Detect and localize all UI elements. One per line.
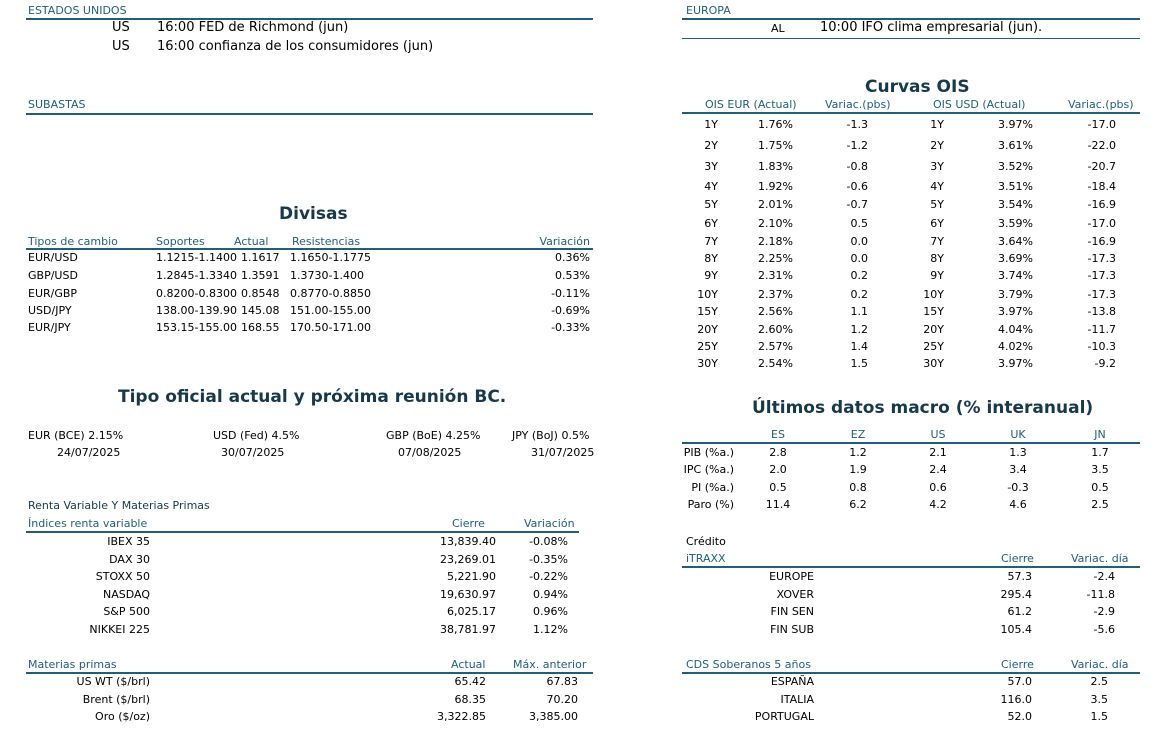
event-country: US: [112, 39, 130, 54]
divider: [682, 672, 1140, 674]
macro-value: 2.5: [1091, 498, 1109, 511]
ois-tenor-eur: 3Y: [704, 160, 718, 173]
event-country: US: [112, 20, 130, 35]
ois-tenor-eur: 4Y: [704, 180, 718, 193]
credit-change: -5.6: [1093, 622, 1115, 636]
macro-label: IPC (%a.): [683, 463, 734, 476]
macro-country: ES: [771, 428, 785, 441]
credit-name: FIN SEN: [770, 605, 814, 619]
ois-usd-change: -20.7: [1087, 160, 1116, 173]
bank-date: 07/08/2025: [398, 446, 462, 459]
cds-header-close: Cierre: [1001, 658, 1034, 671]
divisas-header-pair: Tipos de cambio: [28, 235, 118, 248]
divisa-current: 0.8548: [241, 287, 280, 300]
commodity-prev-max: 3,385.00: [529, 710, 578, 723]
macro-value: 3.4: [1009, 463, 1027, 476]
ois-usd-value: 3.51%: [998, 180, 1033, 193]
commodity-current: 68.35: [454, 692, 486, 706]
divisa-resistances: 0.8770-0.8850: [290, 287, 371, 300]
macro-value: 0.5: [1091, 481, 1109, 494]
ois-tenor-eur: 15Y: [697, 305, 718, 318]
ois-eur-value: 2.56%: [758, 305, 793, 318]
ois-eur-value: 1.75%: [758, 139, 793, 152]
ois-tenor-eur: 7Y: [704, 235, 718, 248]
cds-close: 57.0: [1007, 675, 1032, 688]
credit-close: 61.2: [1007, 605, 1032, 619]
commodity-name: Brent ($/brl): [82, 692, 150, 706]
index-close: 23,269.01: [440, 552, 496, 566]
cds-change: 2.5: [1090, 675, 1108, 688]
ois-usd-change: -17.3: [1087, 288, 1116, 301]
credit-name: FIN SUB: [770, 622, 814, 636]
divider: [682, 112, 1140, 114]
commodity-current: 65.42: [454, 675, 486, 688]
macro-country: EZ: [850, 428, 866, 441]
credito-header-close: Cierre: [1001, 552, 1034, 565]
index-name: STOXX 50: [95, 570, 150, 584]
mp-header-prev-max: Máx. anterior: [513, 658, 587, 671]
macro-title: Últimos datos macro (% interanual): [752, 398, 1094, 418]
index-change: -0.35%: [529, 552, 568, 566]
ois-header-usd: OIS USD (Actual): [933, 98, 1026, 111]
divisas-title: Divisas: [279, 204, 348, 224]
divisa-supports: 0.8200-0.8300: [156, 287, 237, 300]
cds-change: 1.5: [1090, 710, 1108, 723]
divisa-current: 168.55: [241, 321, 280, 334]
macro-value: 2.4: [929, 463, 947, 476]
index-change: -0.08%: [529, 535, 568, 548]
divisas-header-current: Actual: [234, 235, 269, 248]
ois-eur-value: 2.18%: [758, 235, 793, 248]
macro-value: 2.1: [929, 446, 947, 459]
ois-eur-value: 2.57%: [758, 340, 793, 353]
ois-tenor-usd: 5Y: [930, 198, 944, 211]
macro-value: 4.2: [929, 498, 947, 511]
ois-usd-change: -17.0: [1087, 118, 1116, 131]
curvas-ois-title: Curvas OIS: [865, 77, 970, 97]
ois-eur-change: 0.5: [850, 217, 868, 230]
index-close: 5,221.90: [447, 570, 496, 584]
cds-country: ITALIA: [780, 692, 814, 706]
divisa-current: 1.1617: [241, 251, 280, 264]
ois-eur-change: 1.4: [850, 340, 868, 353]
ois-tenor-eur: 25Y: [697, 340, 718, 353]
ois-usd-value: 3.59%: [998, 217, 1033, 230]
ois-eur-value: 1.83%: [758, 160, 793, 173]
divisa-supports: 1.2845-1.3340: [156, 269, 237, 282]
ois-eur-change: 0.0: [850, 235, 868, 248]
commodity-name: Oro ($/oz): [95, 710, 150, 723]
bank-date: 30/07/2025: [221, 446, 285, 459]
index-name: IBEX 35: [107, 535, 150, 548]
macro-country: JN: [1094, 428, 1106, 441]
index-change: 1.12%: [533, 623, 568, 636]
macro-country: US: [930, 428, 946, 441]
ois-eur-value: 2.37%: [758, 288, 793, 301]
ois-eur-change: 1.1: [850, 305, 868, 318]
divisa-resistances: 151.00-155.00: [290, 304, 371, 317]
bank-date: 31/07/2025: [531, 446, 595, 459]
divisas-header-supports: Soportes: [156, 235, 205, 248]
ois-eur-value: 2.54%: [758, 357, 793, 370]
divisa-pair: GBP/USD: [28, 269, 78, 282]
ois-eur-value: 2.25%: [758, 252, 793, 265]
cds-country: ESPAÑA: [770, 675, 814, 688]
divider: [682, 442, 1140, 444]
credit-name: XOVER: [776, 587, 814, 601]
ois-eur-value: 1.92%: [758, 180, 793, 193]
ois-eur-value: 2.60%: [758, 323, 793, 336]
ois-usd-change: -17.3: [1087, 252, 1116, 265]
credit-close: 57.3: [1007, 570, 1032, 583]
index-change: 0.96%: [533, 605, 568, 619]
macro-value: 0.5: [769, 481, 787, 494]
ois-usd-value: 4.04%: [998, 323, 1033, 336]
ois-usd-value: 3.69%: [998, 252, 1033, 265]
index-close: 6,025.17: [447, 605, 496, 619]
mp-header-name: Materias primas: [28, 658, 117, 671]
ois-tenor-eur: 9Y: [704, 269, 718, 282]
ois-tenor-eur: 5Y: [704, 198, 718, 211]
ois-header-eur: OIS EUR (Actual): [705, 98, 797, 111]
ois-usd-value: 3.54%: [998, 198, 1033, 211]
ois-eur-value: 2.10%: [758, 217, 793, 230]
divisa-change: -0.69%: [551, 304, 590, 317]
index-name: NASDAQ: [102, 587, 150, 601]
ois-usd-change: -13.8: [1087, 305, 1116, 318]
ois-usd-value: 3.97%: [998, 118, 1033, 131]
bank-rate: USD (Fed) 4.5%: [213, 429, 300, 442]
ois-eur-change: -0.6: [846, 180, 868, 193]
ois-usd-change: -22.0: [1087, 139, 1116, 152]
commodity-prev-max: 70.20: [546, 692, 578, 706]
ois-eur-change: -1.3: [846, 118, 868, 131]
macro-value: 1.2: [849, 446, 867, 459]
macro-value: 1.7: [1091, 446, 1109, 459]
bank-rate: JPY (BoJ) 0.5%: [512, 429, 590, 442]
ois-usd-value: 4.02%: [998, 340, 1033, 353]
divisa-change: 0.36%: [555, 251, 590, 264]
credito-title: Crédito: [686, 535, 726, 548]
divisa-supports: 138.00-139.90: [156, 304, 237, 317]
cds-country: PORTUGAL: [754, 710, 814, 723]
index-change: -0.22%: [529, 570, 568, 584]
ois-tenor-usd: 3Y: [930, 160, 944, 173]
ois-usd-value: 3.52%: [998, 160, 1033, 173]
ois-eur-change: 0.0: [850, 252, 868, 265]
ois-tenor-usd: 9Y: [930, 269, 944, 282]
europa-title: EUROPA: [686, 4, 731, 17]
index-name: DAX 30: [109, 552, 150, 566]
macro-value: 0.6: [929, 481, 947, 494]
ois-eur-change: -1.2: [846, 139, 868, 152]
ois-usd-change: -9.2: [1094, 357, 1116, 370]
ois-eur-value: 2.01%: [758, 198, 793, 211]
commodity-prev-max: 67.83: [546, 675, 578, 688]
ois-tenor-eur: 10Y: [697, 288, 718, 301]
divisa-pair: USD/JPY: [28, 304, 72, 317]
divisas-header-resistances: Resistencias: [292, 235, 361, 248]
ois-tenor-usd: 7Y: [930, 235, 944, 248]
ois-usd-value: 3.61%: [998, 139, 1033, 152]
event-country: AL: [771, 22, 785, 35]
divider: [26, 672, 593, 674]
divisas-header-change: Variación: [539, 235, 590, 248]
ois-header-eur-change: Variac.(pbs): [825, 98, 891, 111]
rv-header-name: Índices renta variable: [28, 517, 148, 530]
ois-tenor-usd: 30Y: [923, 357, 944, 370]
ois-eur-change: 1.2: [850, 323, 868, 336]
event-text: 16:00 confianza de los consumidores (jun): [157, 39, 434, 54]
divider: [26, 248, 593, 250]
ois-eur-change: -0.8: [846, 160, 868, 173]
divisa-current: 145.08: [241, 304, 280, 317]
ois-usd-value: 3.64%: [998, 235, 1033, 248]
ois-usd-change: -18.4: [1087, 180, 1116, 193]
bank-rate: EUR (BCE) 2.15%: [28, 429, 124, 442]
ois-tenor-eur: 20Y: [697, 323, 718, 336]
ois-tenor-usd: 6Y: [930, 217, 944, 230]
ois-usd-change: -11.7: [1087, 323, 1116, 336]
ois-eur-change: 0.2: [850, 269, 868, 282]
rv-header-close: Cierre: [452, 517, 485, 530]
ois-eur-value: 2.31%: [758, 269, 793, 282]
bank-date: 24/07/2025: [57, 446, 121, 459]
ois-usd-value: 3.97%: [998, 305, 1033, 318]
mp-header-current: Actual: [451, 658, 486, 671]
credit-change: -2.9: [1093, 605, 1115, 619]
index-close: 38,781.97: [440, 623, 496, 636]
macro-value: 11.4: [765, 498, 791, 511]
divider: [682, 566, 1140, 568]
macro-value: 0.8: [849, 481, 867, 494]
divisa-supports: 1.1215-1.1400: [156, 251, 237, 264]
cds-change: 3.5: [1090, 692, 1108, 706]
macro-value: 3.5: [1091, 463, 1109, 476]
ois-eur-change: 0.2: [850, 288, 868, 301]
ois-tenor-eur: 1Y: [704, 118, 718, 131]
macro-value: -0.3: [1007, 481, 1029, 494]
ois-usd-change: -16.9: [1087, 235, 1116, 248]
divisa-current: 1.3591: [241, 269, 280, 282]
credit-change: -2.4: [1093, 570, 1115, 583]
divider: [682, 38, 1140, 39]
credit-name: EUROPE: [769, 570, 814, 583]
index-name: S&P 500: [103, 605, 150, 619]
divisa-change: -0.33%: [551, 321, 590, 334]
ois-tenor-eur: 8Y: [704, 252, 718, 265]
cds-close: 52.0: [1007, 710, 1032, 723]
divisa-pair: EUR/JPY: [28, 321, 71, 334]
macro-value: 2.8: [769, 446, 787, 459]
commodity-name: US WT ($/brl): [76, 675, 150, 688]
index-name: NIKKEI 225: [89, 623, 150, 636]
divisa-pair: EUR/GBP: [28, 287, 78, 300]
divider: [26, 113, 593, 115]
credit-change: -11.8: [1086, 587, 1115, 601]
ois-tenor-usd: 1Y: [930, 118, 944, 131]
ois-eur-change: -0.7: [846, 198, 868, 211]
macro-value: 4.6: [1009, 498, 1027, 511]
ois-usd-value: 3.97%: [998, 357, 1033, 370]
macro-value: 6.2: [849, 498, 867, 511]
credito-header-name: iTRAXX: [686, 552, 726, 565]
cds-header-change: Variac. día: [1071, 658, 1129, 671]
divisa-resistances: 1.1650-1.1775: [290, 251, 371, 264]
ois-tenor-eur: 2Y: [704, 139, 718, 152]
divisa-pair: EUR/USD: [28, 251, 78, 264]
macro-label: PI (%a.): [691, 481, 734, 494]
divisa-change: -0.11%: [551, 287, 590, 300]
estados-unidos-title: ESTADOS UNIDOS: [28, 4, 127, 17]
ois-tenor-usd: 20Y: [923, 323, 944, 336]
macro-label: PIB (%a.): [683, 446, 734, 459]
divider: [26, 531, 579, 533]
cds-header-name: CDS Soberanos 5 años: [686, 658, 811, 671]
ois-tenor-usd: 2Y: [930, 139, 944, 152]
ois-usd-change: -16.9: [1087, 198, 1116, 211]
cds-close: 116.0: [1000, 692, 1032, 706]
divisa-resistances: 1.3730-1.400: [290, 269, 364, 282]
ois-usd-change: -10.3: [1087, 340, 1116, 353]
macro-value: 1.9: [849, 463, 867, 476]
ois-usd-value: 3.74%: [998, 269, 1033, 282]
credito-header-change: Variac. día: [1071, 552, 1129, 565]
ois-eur-value: 1.76%: [758, 118, 793, 131]
event-text: 16:00 FED de Richmond (jun): [157, 20, 349, 35]
ois-tenor-usd: 10Y: [923, 288, 944, 301]
index-change: 0.94%: [533, 587, 568, 601]
divisa-supports: 153.15-155.00: [156, 321, 237, 334]
credit-close: 105.4: [1000, 622, 1032, 636]
event-text: 10:00 IFO clima empresarial (jun).: [820, 20, 1043, 35]
macro-label: Paro (%): [687, 498, 734, 511]
bank-rate: GBP (BoE) 4.25%: [386, 429, 481, 442]
ois-eur-change: 1.5: [850, 357, 868, 370]
ois-usd-change: -17.0: [1087, 217, 1116, 230]
index-close: 19,630.97: [440, 587, 496, 601]
ois-usd-value: 3.79%: [998, 288, 1033, 301]
ois-tenor-usd: 8Y: [930, 252, 944, 265]
divisa-change: 0.53%: [555, 269, 590, 282]
renta-variable-title: Renta Variable Y Materias Primas: [28, 499, 210, 512]
ois-header-usd-change: Variac.(pbs): [1068, 98, 1134, 111]
ois-tenor-usd: 25Y: [923, 340, 944, 353]
subastas-title: SUBASTAS: [28, 98, 86, 111]
macro-value: 1.3: [1009, 446, 1027, 459]
ois-tenor-usd: 4Y: [930, 180, 944, 193]
index-close: 13,839.40: [440, 535, 496, 548]
macro-country: UK: [1010, 428, 1026, 441]
credit-close: 295.4: [1000, 587, 1032, 601]
tipo-oficial-title: Tipo oficial actual y próxima reunión BC.: [118, 387, 507, 407]
ois-tenor-eur: 30Y: [697, 357, 718, 370]
macro-value: 2.0: [769, 463, 787, 476]
ois-tenor-eur: 6Y: [704, 217, 718, 230]
commodity-current: 3,322.85: [437, 710, 486, 723]
rv-header-change: Variación: [524, 517, 575, 530]
ois-tenor-usd: 15Y: [923, 305, 944, 318]
divisa-resistances: 170.50-171.00: [290, 321, 371, 334]
ois-usd-change: -17.3: [1087, 269, 1116, 282]
